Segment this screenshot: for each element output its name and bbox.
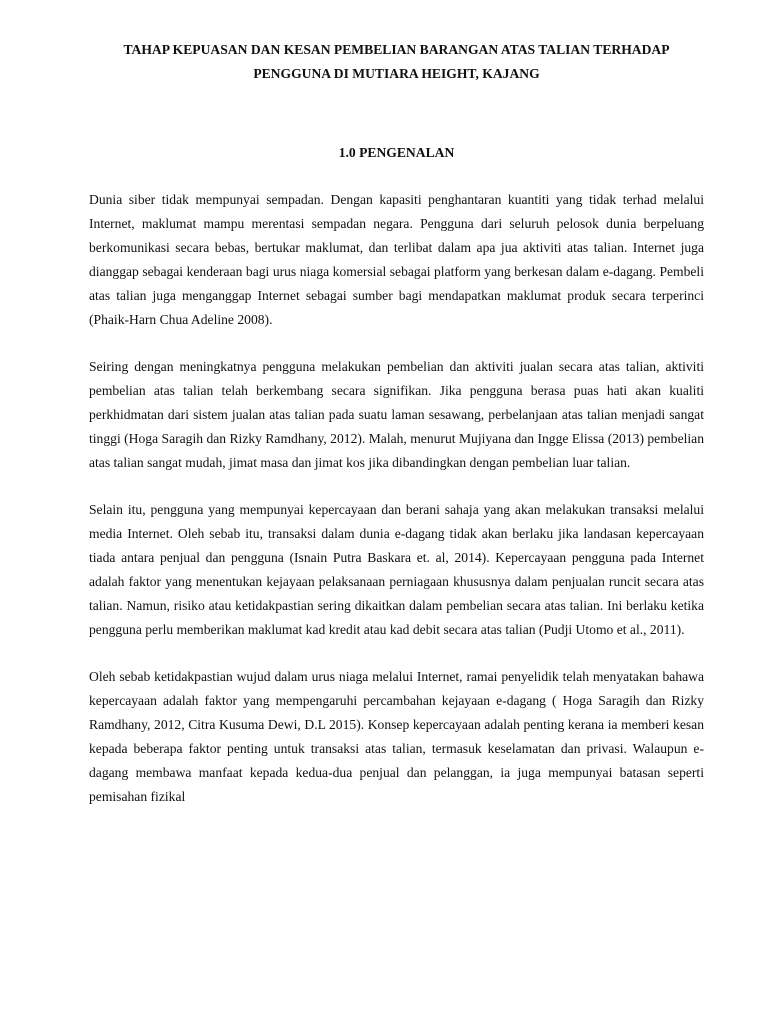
paragraph-3: Selain itu, pengguna yang mempunyai kepercayaan dan berani sahaja yang akan melakukan transaksi melalui media Internet. Oleh sebab itu, transaksi dalam dunia e-dagang tidak akan berlaku jika landasan kepercayaan tiada antara penjual dan pengguna (Isnain Putra Baskara et. al, 2014). Kepercayaan pengguna pada Internet adalah faktor yang menentukan kejayaan pelaksanaan perniagaan khususnya dalam penjualan runcit secara atas talian. Namun, risiko atau ketidakpastian sering dikaitkan dalam pembelian secara atas talian. Ini berlaku ketika pengguna perlu memberikan maklumat kad kredit atau kad debit secara atas talian (Pudji Utomo et al., 2011). bbox=[89, 502, 704, 637]
document-title bbox=[89, 38, 704, 86]
document-title-line-1: TAHAP KEPUASAN DAN KESAN PEMBELIAN BARANGAN ATAS TALIAN TERHADAP bbox=[123, 42, 670, 57]
section-heading: 1.0 PENGENALAN bbox=[338, 145, 455, 160]
document-page bbox=[89, 38, 704, 809]
paragraph-1: Dunia siber tidak mempunyai sempadan. Dengan kapasiti penghantaran kuantiti yang tidak terhad melalui Internet, maklumat mampu merentasi sempadan negara. Pengguna dari seluruh pelosok dunia berpeluang berkomunikasi secara bebas, bertukar maklumat, dan terlibat dalam apa jua aktiviti atas talian. Internet juga dianggap sebagai kenderaan bagi urus niaga komersial sebagai platform yang berkesan dalam e-dagang. Pembeli atas talian juga menganggap Internet sebagai sumber bagi mendapatkan maklumat produk secara terperinci (Phaik-Harn Chua Adeline 2008). bbox=[89, 192, 704, 327]
document-title-line-2: PENGGUNA DI MUTIARA HEIGHT, KAJANG bbox=[253, 66, 540, 81]
paragraph-4: Oleh sebab ketidakpastian wujud dalam urus niaga melalui Internet, ramai penyelidik telah menyatakan bahawa kepercayaan adalah faktor yang mempengaruhi percambahan kejayaan e-dagang ( Hoga Saragih dan Rizky Ramdhany, 2012, Citra Kusuma Dewi, D.L 2015). Konsep kepercayaan adalah penting kerana ia memberi kesan kepada beberapa faktor penting untuk transaksi atas talian, termasuk keselamatan dan privasi. Walaupun e-dagang membawa manfaat kepada kedua-dua penjual dan pelanggan, ia juga mempunyai batasan seperti pemisahan fizikal bbox=[89, 669, 704, 804]
paragraph-2: Seiring dengan meningkatnya pengguna melakukan pembelian dan aktiviti jualan secara atas talian, aktiviti pembelian atas talian telah berkembang secara signifikan. Jika pengguna berasa puas hati akan kualiti perkhidmatan dari sistem jualan atas talian pada suatu laman sesawang, perbelanjaan atas talian menjadi sangat tinggi (Hoga Saragih dan Rizky Ramdhany, 2012). Malah, menurut Mujiyana dan Ingge Elissa (2013) pembelian atas talian sangat mudah, jimat masa dan jimat kos jika dibandingkan dengan pembelian luar talian. bbox=[89, 359, 704, 470]
